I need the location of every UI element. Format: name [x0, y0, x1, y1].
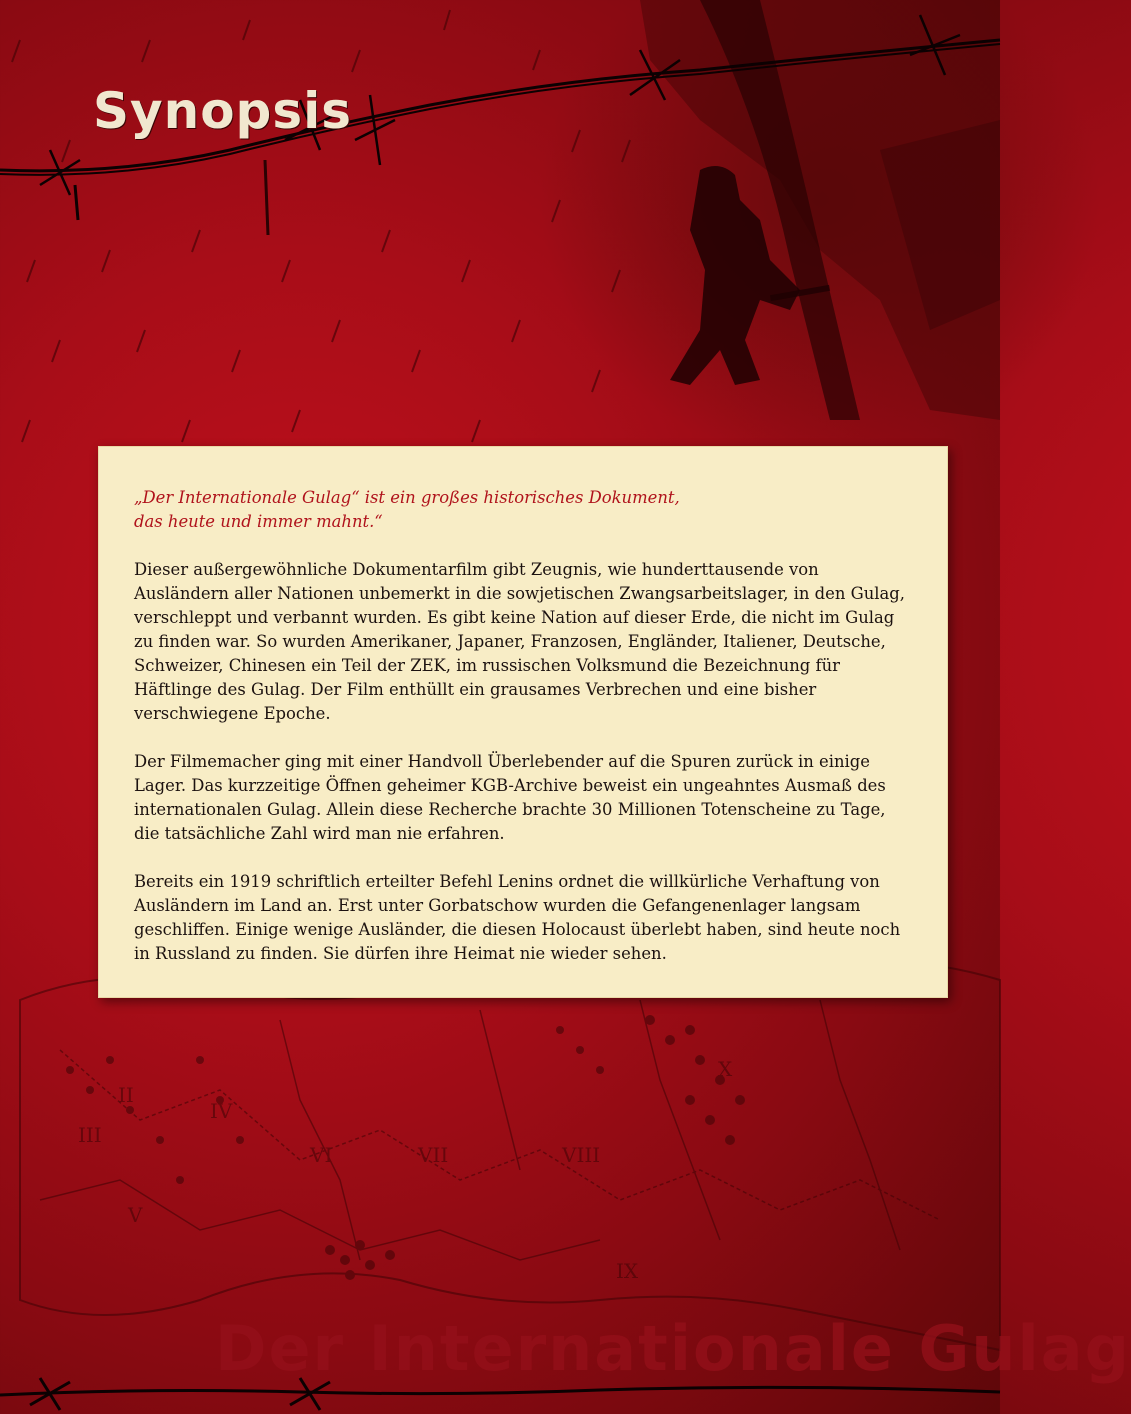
soldier-photo: [540, 0, 1100, 460]
svg-text:V: V: [128, 1203, 143, 1227]
svg-text:VIII: VIII: [562, 1143, 601, 1167]
footer-film-title: Der Internationale Gulag: [215, 1312, 1131, 1385]
svg-text:II: II: [118, 1083, 134, 1107]
synopsis-paragraph-1: Dieser außergewöhnliche Dokumentarfilm gibt Zeugnis, wie hunderttausende von Ausländern aller Nationen unbemerkt in die sowjetischen Zwangsarbeitslager, in den Gulag, verschleppt und verbannt wurden. Es gibt keine Nation auf dieser Erde, die nicht im Gulag zu finden war. So wurden Amerikaner, Japaner, Franzosen, Engländer, Italiener, Deutsche, Schweizer, Chinesen ein Teil der ZEK, im russischen Volksmund die Bezeichnung für Häftlinge des Gulag. Der Film enthüllt ein grausames Verbrechen und eine bisher verschwiegene Epoche.: [134, 560, 905, 723]
quote-line-1: „Der Internationale Gulag“ ist ein großes historisches Dokument,: [134, 488, 680, 507]
synopsis-paragraph-2: Der Filmemacher ging mit einer Handvoll Überlebender auf die Spuren zurück in einige Lager. Das kurzzeitige Öffnen geheimer KGB-Archive beweist ein ungeahntes Ausmaß des internationalen Gulag. Allein diese Recherche brachte 30 Millionen Totenscheine zu Tage, die tatsächliche Zahl wird man nie erfahren.: [134, 752, 886, 843]
gulag-map: [20, 962, 1000, 1350]
quote-line-2: das heute und immer mahnt.“: [134, 512, 383, 531]
svg-text:X: X: [718, 1057, 733, 1081]
synopsis-quote: [134, 486, 908, 534]
svg-text:VII: VII: [418, 1143, 449, 1167]
svg-text:VI: VI: [310, 1143, 333, 1167]
page-title: Synopsis: [93, 82, 353, 140]
svg-text:IX: IX: [616, 1259, 639, 1283]
svg-text:IV: IV: [210, 1099, 233, 1123]
rain-streaks: [12, 10, 630, 442]
svg-text:III: III: [78, 1123, 102, 1147]
synopsis-paper: [98, 446, 948, 998]
synopsis-paragraph-3: Bereits ein 1919 schriftlich erteilter Befehl Lenins ordnet die willkürliche Verhaftung von Ausländern im Land an. Erst unter Gorbatschow wurden die Gefangenenlager langsam geschliffen. Einige wenige Ausländer, die diesen Holocaust überlebt haben, sind heute noch in Russland zu finden. Sie dürfen ihre Heimat nie wieder sehen.: [134, 872, 901, 963]
